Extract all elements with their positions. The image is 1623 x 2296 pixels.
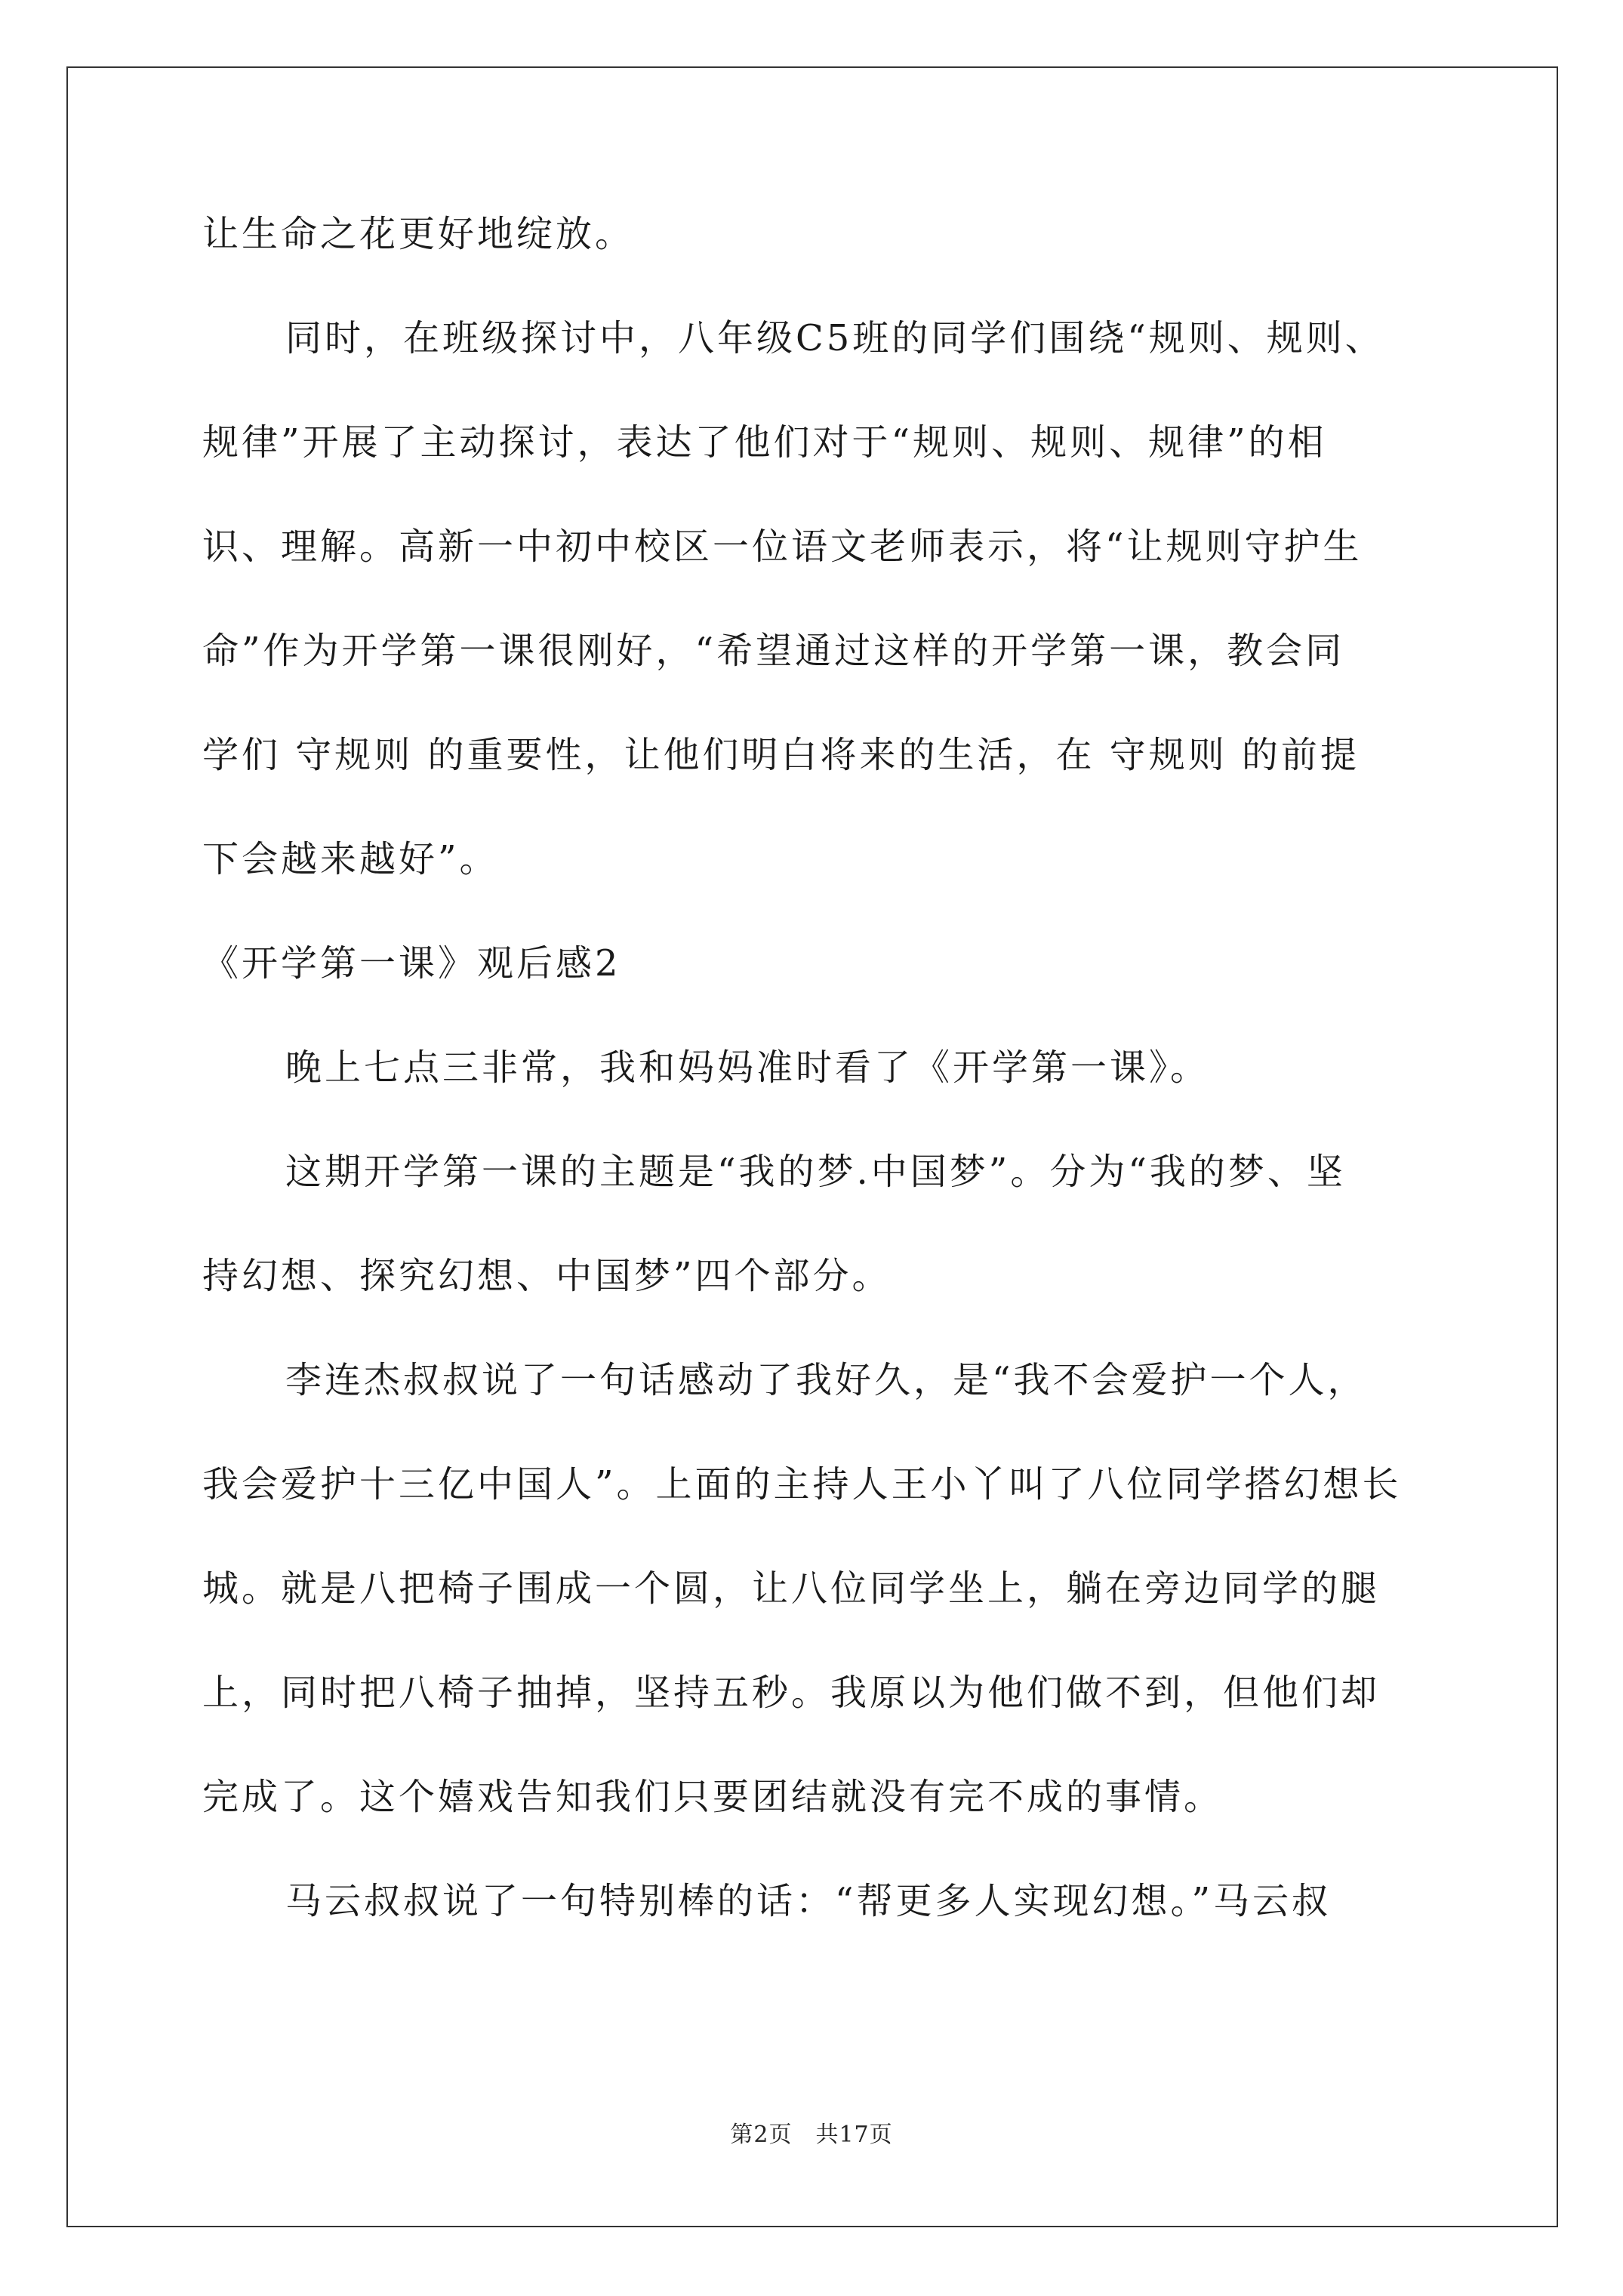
paragraph-line: 李连杰叔叔说了一句话感动了我好久，是“我不会爱护一个人， [285,1359,1367,1401]
paragraph-line: 马云叔叔说了一句特别棒的话：“帮更多人实现幻想。”马云叔 [285,1880,1332,1922]
text-line: 学们 守规则 的重要性，让他们明白将来的生活，在 守规则 的前提 [202,734,1360,776]
text-line: 规律”开展了主动探讨，表达了他们对于“规则、规则、规律”的相 [202,421,1327,464]
text-line: 完成了。这个嬉戏告知我们只要团结就没有完不成的事情。 [202,1776,1224,1818]
page-number: 第2页 共17页 [730,2122,893,2148]
text-line: 让生命之花更好地绽放。 [202,213,635,255]
text-line: 命”作为开学第一课很刚好，“希望通过这样的开学第一课，教会同 [202,630,1345,672]
paragraph-line: 晚上七点三非常，我和妈妈准时看了《开学第一课》。 [285,1046,1210,1089]
text-line: 识、理解。高新一中初中校区一位语文老师表示，将“让规则守护生 [202,525,1363,568]
paragraph-line: 同时，在班级探讨中，八年级C5班的同学们围绕“规则、规则、 [285,317,1384,359]
paragraph-line: 这期开学第一课的主题是“我的梦.中国梦”。分为“我的梦、坚 [285,1151,1346,1193]
text-line: 上，同时把八椅子抽掉，坚持五秒。我原以为他们做不到，但他们却 [202,1672,1381,1714]
text-line: 下会越来越好”。 [202,838,499,880]
text-line: 城。就是八把椅子围成一个圆，让八位同学坐上，躺在旁边同学的腿 [202,1567,1381,1610]
section-heading: 《开学第一课》观后感2 [202,942,621,985]
text-line: 我会爱护十三亿中国人”。上面的主持人王小丫叫了八位同学搭幻想长 [202,1463,1402,1505]
text-line: 持幻想、探究幻想、中国梦”四个部分。 [202,1255,892,1297]
